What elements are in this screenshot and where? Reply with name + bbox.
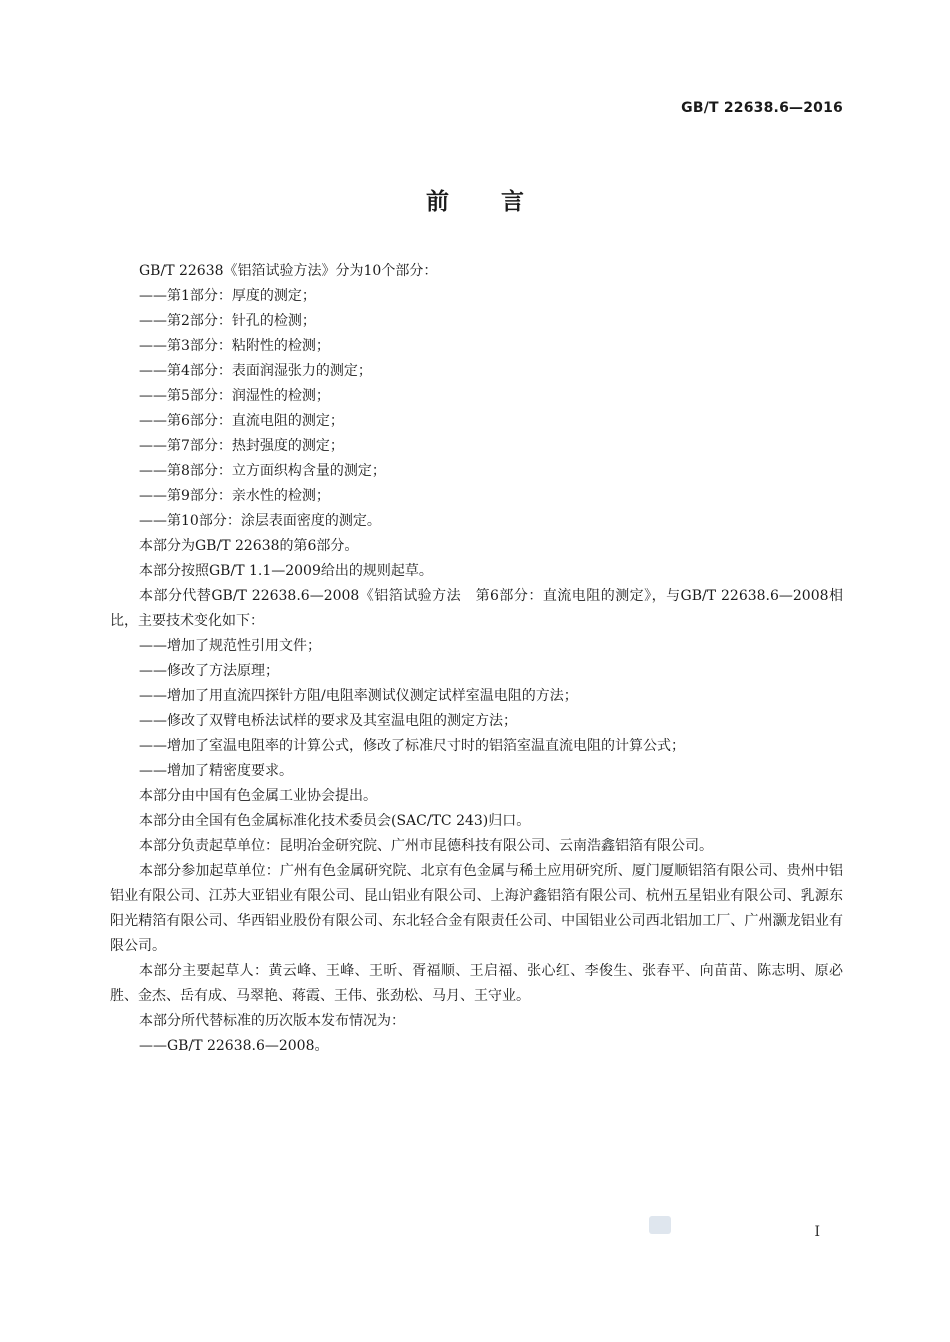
list-item: ——修改了方法原理；: [139, 663, 279, 679]
paragraph: 本部分参加起草单位：广州有色金属研究院、北京有色金属与稀土应用研究所、厦门厦顺铝箔有限公司、贵州中铝铝业有限公司、江苏大亚铝业有限公司、昆山铝业有限公司、上海沪鑫铝箔有限公司、杭州五星铝业有限公司、乳源东阳光精箔有限公司、华西铝业股份有限公司、东北轻合金有限责任公司、中国铝业公司西北铝加工厂、广州灏龙铝业有限公司。: [110, 863, 843, 954]
standard-code: GB/T 22638.6—2016: [681, 100, 843, 116]
paragraph: 本部分按照GB/T 1.1—2009给出的规则起草。: [139, 563, 433, 579]
list-item: ——第10部分：涂层表面密度的测定。: [139, 513, 381, 529]
paragraph: GB/T 22638《铝箔试验方法》分为10个部分：: [139, 263, 438, 279]
list-item: ——增加了用直流四探针方阻/电阻率测试仪测定试样室温电阻的方法；: [139, 688, 578, 704]
list-item: ——第7部分：热封强度的测定；: [139, 438, 344, 454]
document-body: [110, 259, 843, 1059]
list-item: ——第3部分：粘附性的检测；: [139, 338, 330, 354]
list-item: ——第1部分：厚度的测定；: [139, 288, 316, 304]
list-item: ——GB/T 22638.6—2008。: [139, 1038, 329, 1054]
paragraph: 本部分主要起草人：黄云峰、王峰、王昕、胥福顺、王启福、张心红、李俊生、张春平、向苗苗、陈志明、原必胜、金杰、岳有成、马翠艳、蒋霞、王伟、张劲松、马月、王守业。: [110, 963, 843, 1004]
paragraph: 本部分由中国有色金属工业协会提出。: [139, 788, 377, 804]
paragraph: 本部分为GB/T 22638的第6部分。: [139, 538, 359, 554]
paragraph: 本部分由全国有色金属标准化技术委员会(SAC/TC 243)归口。: [139, 813, 531, 829]
list-item: ——第9部分：亲水性的检测；: [139, 488, 330, 504]
list-item: ——增加了室温电阻率的计算公式，修改了标准尺寸时的铝箔室温直流电阻的计算公式；: [139, 738, 685, 754]
list-item: ——第8部分：立方面织构含量的测定；: [139, 463, 386, 479]
page-title: 前言: [426, 189, 576, 215]
list-item: ——修改了双臂电桥法试样的要求及其室温电阻的测定方法；: [139, 713, 517, 729]
sac-logo-shape: [649, 1216, 671, 1234]
paragraph: 本部分代替GB/T 22638.6—2008《铝箔试验方法 第6部分：直流电阻的测定》，与GB/T 22638.6—2008相比，主要技术变化如下：: [110, 588, 843, 629]
page-number: I: [814, 1224, 820, 1240]
list-item: ——第2部分：针孔的检测；: [139, 313, 316, 329]
list-item: ——第5部分：润湿性的检测；: [139, 388, 330, 404]
list-item: ——增加了规范性引用文件；: [139, 638, 321, 654]
list-item: ——第4部分：表面润湿张力的测定；: [139, 363, 372, 379]
list-item: ——增加了精密度要求。: [139, 763, 293, 779]
sac-logo-icon: [648, 1213, 672, 1237]
paragraph: 本部分负责起草单位：昆明冶金研究院、广州市昆德科技有限公司、云南浩鑫铝箔有限公司。: [139, 838, 713, 854]
paragraph: 本部分所代替标准的历次版本发布情况为：: [139, 1013, 405, 1029]
list-item: ——第6部分：直流电阻的测定；: [139, 413, 344, 429]
